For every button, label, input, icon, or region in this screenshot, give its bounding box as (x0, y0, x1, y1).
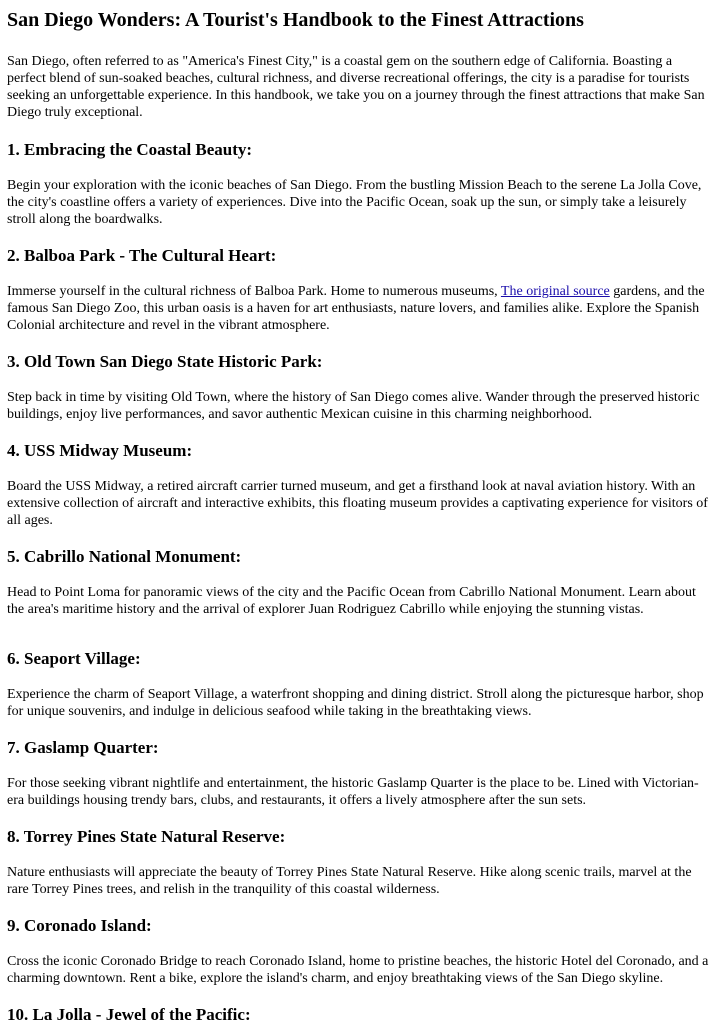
section-body-torrey-pines: Nature enthusiasts will appreciate the beauty of Torrey Pines State Natural Reserve. Hike along scenic trails, marvel at the rare Torrey Pines trees, and relish in the tranquility of this coastal wilderness. (7, 865, 692, 897)
section-heading-cabrillo: 5. Cabrillo National Monument: (7, 547, 242, 566)
section-body-cabrillo: Head to Point Loma for panoramic views of the city and the Pacific Ocean from Cabrillo National Monument. Learn about the area's maritime history and the arrival of explorer Juan Rodriguez Cabrillo while enjoying the stunning vistas. (7, 585, 696, 617)
section-body-seaport-village: Experience the charm of Seaport Village, a waterfront shopping and dining district. Stroll along the picturesque harbor, shop for unique souvenirs, and indulge in delicious seafood while taking in the breathtaking views. (7, 687, 704, 719)
section-heading-torrey-pines: 8. Torrey Pines State Natural Reserve: (7, 827, 286, 846)
section-heading-uss-midway: 4. USS Midway Museum: (7, 441, 193, 460)
intro-paragraph: San Diego, often referred to as "America's Finest City," is a coastal gem on the southern edge of California. Boasting a perfect blend of sun-soaked beaches, cultural richness, and diverse recreational offerings, the city is a paradise for tourists seeking an unforgettable experience. In this handbook, we take you on a journey through the finest attractions that make San Diego truly exceptional. (7, 54, 705, 120)
original-source-link[interactable]: The original source (500, 284, 610, 299)
section-heading-gaslamp-quarter: 7. Gaslamp Quarter: (7, 738, 159, 757)
section-body-coastal-beauty: Begin your exploration with the iconic beaches of San Diego. From the bustling Mission Beach to the serene La Jolla Cove, the city's coastline offers a variety of experiences. Dive into the Pacific Ocean, soak up the sun, or simply take a leisurely stroll along the boardwalks. (7, 178, 702, 227)
section-heading-seaport-village: 6. Seaport Village: (7, 649, 141, 668)
section-body-gaslamp-quarter: For those seeking vibrant nightlife and entertainment, the historic Gaslamp Quarter is the place to be. Lined with Victorian-era buildings housing trendy bars, clubs, and restaurants, it offers a lively atmosphere after the sun sets. (7, 776, 699, 808)
section-heading-coronado-island: 9. Coronado Island: (7, 916, 152, 935)
section-heading-old-town: 3. Old Town San Diego State Historic Park: (7, 352, 323, 371)
section-body-coronado-island: Cross the iconic Coronado Bridge to reach Coronado Island, home to pristine beaches, the historic Hotel del Coronado, and a charming downtown. Rent a bike, explore the island's charm, and enjoy breathtaking views of the San Diego skyline. (7, 954, 709, 986)
balboa-body-text-after: gardens, and the famous San Diego Zoo, this urban oasis is a haven for art enthusiasts, nature lovers, and families alike. Explore the Spanish Colonial architecture and revel in the vibrant atmosphere. (7, 284, 705, 333)
section-heading-coastal-beauty: 1. Embracing the Coastal Beauty: (7, 140, 253, 159)
section-heading-balboa-park: 2. Balboa Park - The Cultural Heart: (7, 246, 277, 265)
page-title: San Diego Wonders: A Tourist's Handbook to the Finest Attractions (7, 9, 584, 31)
section-body-uss-midway: Board the USS Midway, a retired aircraft carrier turned museum, and get a firsthand look at naval aviation history. With an extensive collection of aircraft and interactive exhibits, this floating museum provides a captivating experience for visitors of all ages. (7, 479, 708, 528)
balboa-body-text-before: Immerse yourself in the cultural richness of Balboa Park. Home to numerous museums, (7, 284, 501, 299)
section-heading-la-jolla: 10. La Jolla - Jewel of the Pacific: (7, 1005, 251, 1024)
section-body-old-town: Step back in time by visiting Old Town, where the history of San Diego comes alive. Wander through the preserved historic buildings, enjoy live performances, and savor authentic Mexican cuisine in this charming neighborhood. (7, 390, 700, 422)
section-body-balboa-park (7, 283, 713, 334)
